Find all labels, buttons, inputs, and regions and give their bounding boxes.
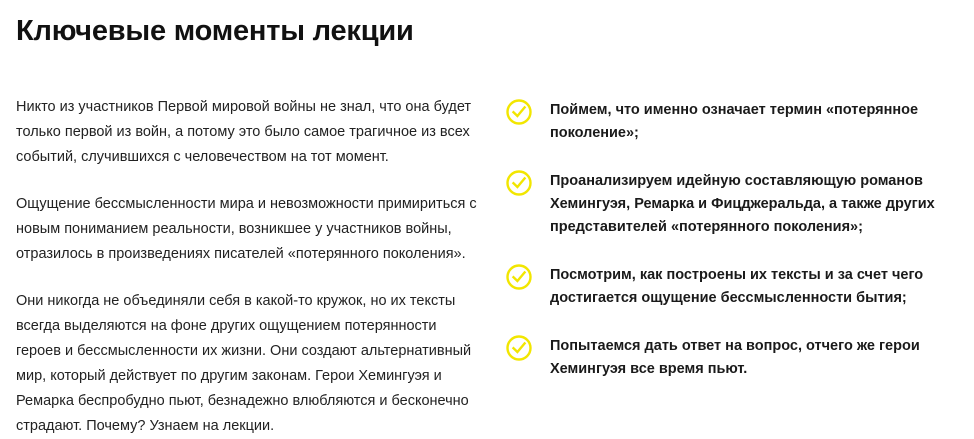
check-circle-icon [506, 99, 532, 125]
list-item-label: Проанализируем идейную составляющую романов Хемингуэя, Ремарка и Фицджеральда, а также других представителей «потерянного поколения»; [550, 172, 935, 235]
page-title: Ключевые моменты лекции [16, 15, 414, 47]
check-circle-icon [506, 264, 532, 290]
content-columns [16, 95, 958, 439]
check-circle-icon [506, 170, 532, 196]
list-item [506, 335, 958, 381]
list-item-label: Поймем, что именно означает термин «потерянное поколение»; [550, 101, 919, 141]
takeaways-list [506, 99, 958, 381]
list-item-label: Попытаемся дать ответ на вопрос, отчего же герои Хемингуэя все время пьют. [550, 337, 920, 377]
description-column [16, 95, 478, 439]
list-item [506, 170, 958, 239]
description-paragraph: Никто из участников Первой мировой войны не знал, что она будет только первой из войн, а потому это было самое трагичное из всех событий, случившихся с человечеством на тот момент. [16, 98, 472, 165]
list-item [506, 99, 958, 145]
list-item-label: Посмотрим, как построены их тексты и за счет чего достигается ощущение бессмысленности бытия; [550, 266, 924, 306]
list-item [506, 264, 958, 310]
description-paragraph: Они никогда не объединяли себя в какой-то кружок, но их тексты всегда выделяются на фоне других ощущением потерянности героев и бессмысленности их жизни. Они создают альтернативный мир, который действует по другим законам. Герои Хемингуэя и Ремарка беспробудно пьют, безнадежно влюбляются и бесконечно страдают. Почему? Узнаем на лекции. [16, 292, 472, 434]
check-circle-icon [506, 335, 532, 361]
description-paragraph: Ощущение бессмысленности мира и невозможности примириться с новым пониманием реальности, возникшее у участников войны, отразилось в произведениях писателей «потерянного поколения». [16, 195, 477, 262]
takeaways-column [478, 95, 958, 381]
